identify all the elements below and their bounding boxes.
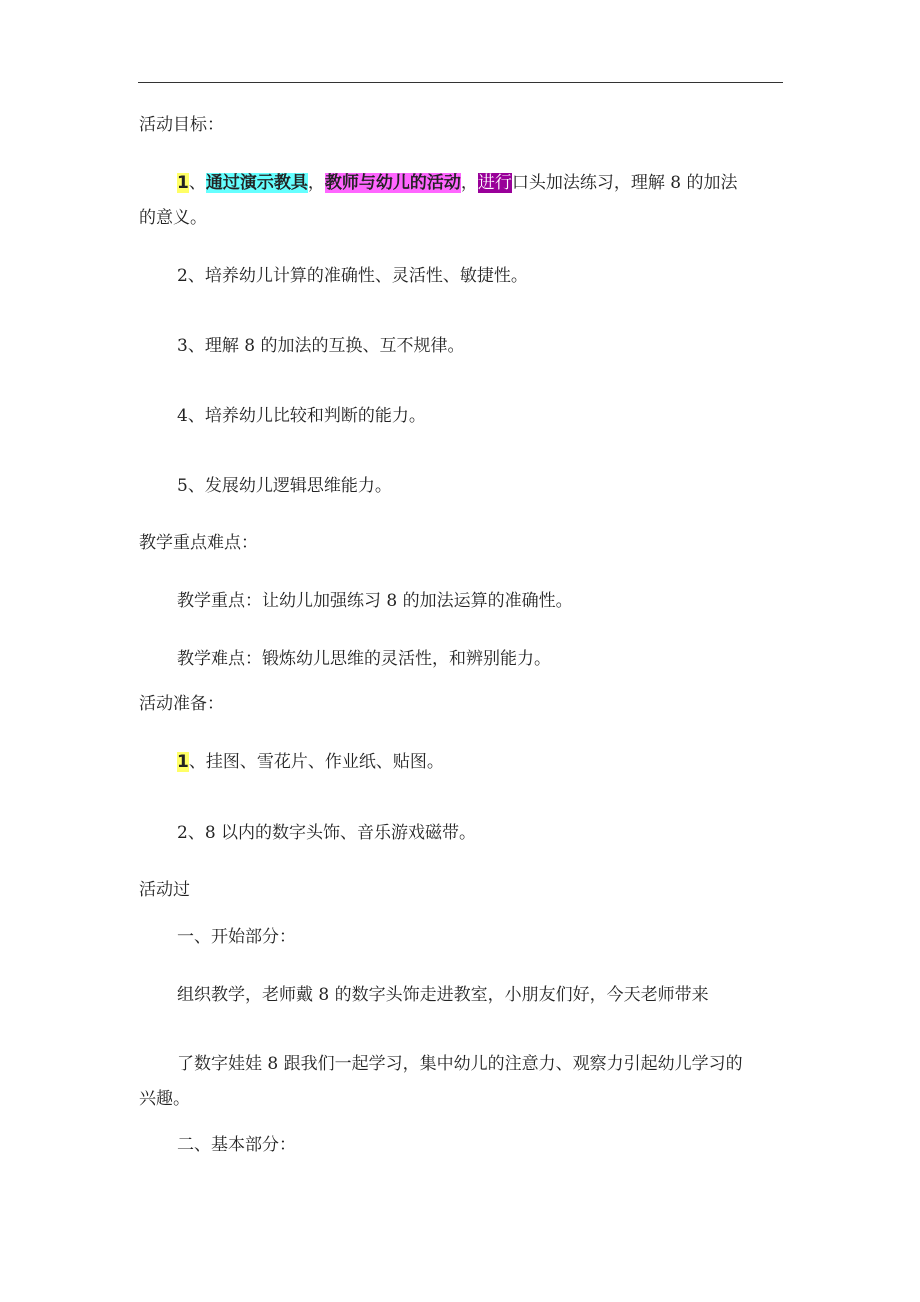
goal-4: 4、培养幼儿比较和判断的能力。 [177, 406, 426, 426]
goal-1-continuation: 的意义。 [139, 208, 207, 228]
prep-1 [177, 750, 444, 774]
part-1-text-3: 兴趣。 [139, 1089, 190, 1109]
goal-1-highlight-a: 通过演示教具 [205, 173, 308, 193]
goal-1-highlight-c: 进行 [477, 173, 512, 193]
goal-1-sep: 、 [188, 173, 206, 193]
prep-1-text: 、挂图、雪花片、作业纸、贴图。 [188, 752, 444, 772]
goal-1-rest: 口头加法练习，理解 8 的加法 [511, 173, 738, 193]
key-point: 教学重点：让幼儿加强练习 8 的加法运算的准确性。 [177, 591, 573, 611]
difficult-point: 教学难点：锻炼幼儿思维的灵活性，和辨别能力。 [177, 649, 551, 669]
goal-2: 2、培养幼儿计算的准确性、灵活性、敏捷性。 [177, 266, 528, 286]
goal-1 [177, 171, 737, 195]
goal-1-comma-1: ， [307, 173, 325, 193]
goal-1-comma-2: ， [460, 173, 478, 193]
part-1-text-2: 了数字娃娃 8 跟我们一起学习，集中幼儿的注意力、观察力引起幼儿学习的 [177, 1054, 743, 1074]
part-1-heading: 一、开始部分： [177, 927, 296, 947]
prep-2: 2、8 以内的数字头饰、音乐游戏磁带。 [177, 823, 477, 843]
process-heading: 活动过 [139, 880, 190, 900]
part-2-heading: 二、基本部分： [177, 1135, 296, 1155]
prep-heading: 活动准备： [139, 694, 224, 714]
goal-5: 5、发展幼儿逻辑思维能力。 [177, 476, 392, 496]
prep-1-number: 1 [177, 752, 189, 772]
section-goals-heading: 活动目标： [139, 115, 224, 135]
part-1-text-1: 组织教学，老师戴 8 的数字头饰走进教室，小朋友们好，今天老师带来 [177, 985, 709, 1005]
goal-1-highlight-b: 教师与幼儿的活动 [324, 173, 461, 193]
key-points-heading: 教学重点难点： [139, 533, 258, 553]
header-rule [138, 82, 783, 83]
goal-1-number: 1 [177, 173, 189, 193]
goal-3: 3、理解 8 的加法的互换、互不规律。 [177, 336, 465, 356]
